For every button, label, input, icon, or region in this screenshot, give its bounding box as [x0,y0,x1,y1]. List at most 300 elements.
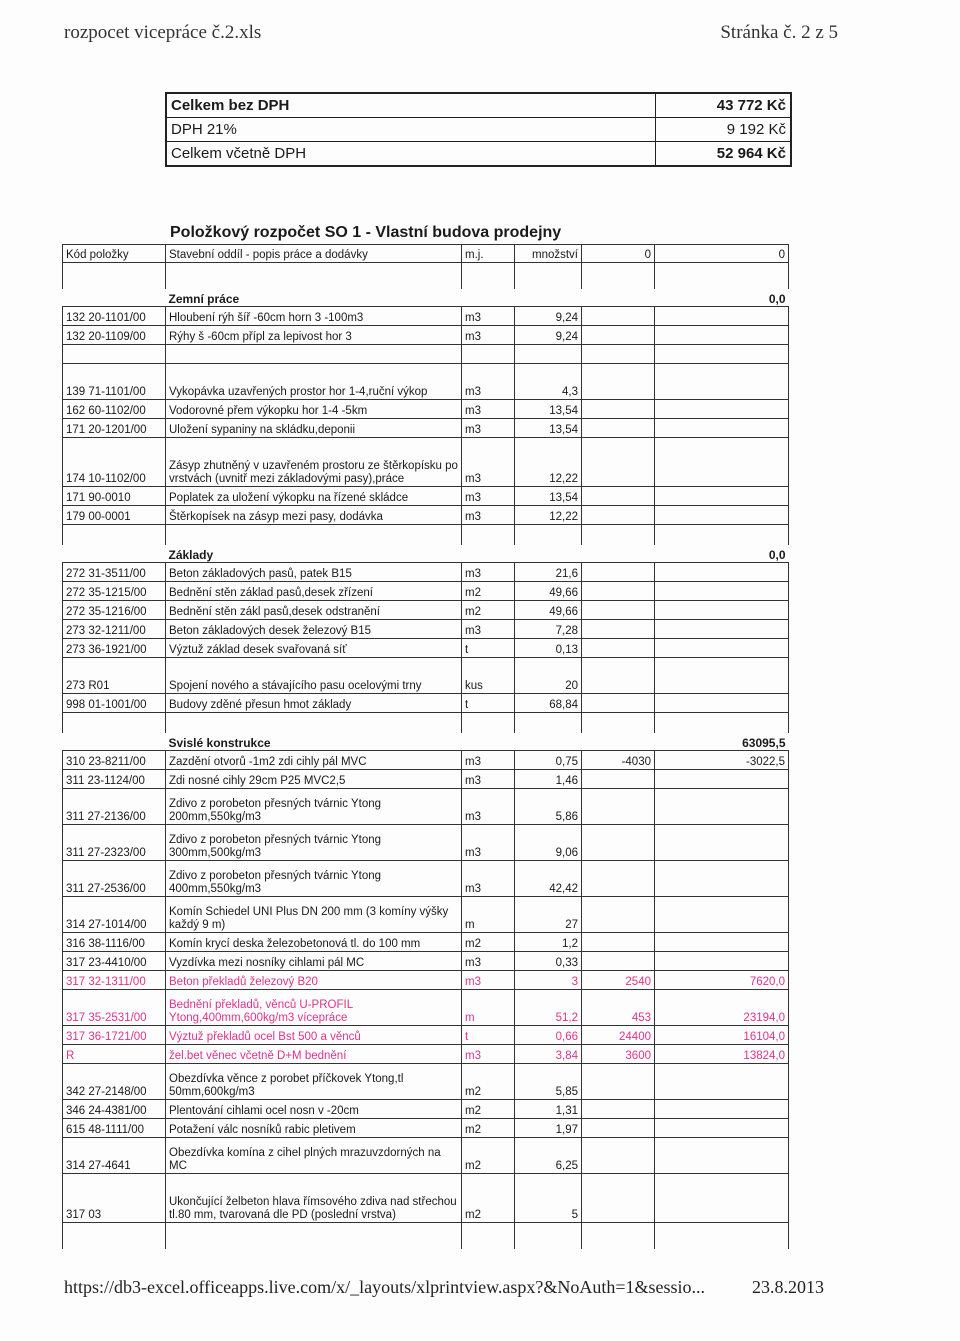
item-desc: Budovy zděné přesun hmot základy [166,694,462,713]
item-desc: Rýhy š -60cm přípl za lepivost hor 3 [166,326,462,345]
item-code: 311 23-1124/00 [63,770,166,789]
item-total [655,789,789,825]
item-code: R [63,1045,166,1064]
item-desc: Hloubení rýh šíř -60cm horn 3 -100m3 [166,307,462,326]
item-price [582,933,655,952]
item-qty: 1,31 [515,1100,582,1119]
section-header [63,733,789,751]
summary-value: 43 772 Kč [655,94,790,117]
spacer-cell [63,713,166,733]
spacer-cell [582,525,655,545]
item-qty: 21,6 [515,563,582,582]
item-price [582,861,655,897]
item-qty: 20 [515,658,582,694]
item-qty: 51,2 [515,990,582,1026]
item-desc: Beton překladů železový B20 [166,971,462,990]
table-row [63,897,789,933]
section-total: 63095,5 [655,733,789,751]
item-unit: m2 [462,1138,515,1174]
item-code: 346 24-4381/00 [63,1100,166,1119]
summary-label: Celkem včetně DPH [171,145,307,162]
item-unit: m2 [462,1119,515,1138]
section-spacer [582,733,655,751]
item-total [655,400,789,419]
spacer-cell [655,713,789,733]
item-unit: m3 [462,307,515,326]
table-row [63,658,789,694]
section-spacer [515,545,582,563]
item-code: 139 71-1101/00 [63,364,166,400]
item-unit: m3 [462,419,515,438]
item-desc: Zdivo z porobeton přesných tvárnic Ytong 200mm,550kg/m3 [166,789,462,825]
item-code: 314 27-4641 [63,1138,166,1174]
item-code: 317 35-2531/00 [63,990,166,1026]
summary-row-vat [167,118,790,142]
table-row [63,789,789,825]
item-code: 162 60-1102/00 [63,400,166,419]
item-desc: Bednění stěn zákl pasů,desek odstranění [166,601,462,620]
header-code: Kód položky [63,245,166,263]
item-price: 2540 [582,971,655,990]
item-price [582,639,655,658]
item-price [582,400,655,419]
item-qty: 0,13 [515,639,582,658]
item-unit: m3 [462,751,515,770]
table-row [63,1119,789,1138]
summary-value: 9 192 Kč [655,118,790,141]
item-total [655,861,789,897]
item-price [582,326,655,345]
item-qty: 0,66 [515,1026,582,1045]
item-unit: m [462,897,515,933]
item-desc: Vykopávka uzavřených prostor hor 1-4,ruční výkop [166,364,462,400]
item-qty: 3 [515,971,582,990]
item-code: 316 38-1116/00 [63,933,166,952]
item-total: 23194,0 [655,990,789,1026]
item-total [655,1100,789,1119]
item-desc: Uložení sypaniny na skládku,deponii [166,419,462,438]
summary-row-with-vat [167,142,790,165]
item-desc: Zásyp zhutněný v uzavřeném prostoru ze štěrkopísku po vrstvách (uvnitř mezi základovými pasy),práce [166,438,462,487]
item-total [655,364,789,400]
item-code: 310 23-8211/00 [63,751,166,770]
item-unit: m2 [462,601,515,620]
spacer-row [63,713,789,733]
table-row [63,770,789,789]
item-price [582,438,655,487]
header-unit: m.j. [462,245,515,263]
table-row [63,1026,789,1045]
table-row [63,345,789,364]
spacer-cell [582,263,655,289]
item-price [582,1138,655,1174]
item-code: 273 36-1921/00 [63,639,166,658]
table-row [63,933,789,952]
item-code: 171 20-1201/00 [63,419,166,438]
item-code: 314 27-1014/00 [63,897,166,933]
spacer-cell [462,525,515,545]
item-code: 317 32-1311/00 [63,971,166,990]
item-total [655,770,789,789]
item-price [582,897,655,933]
item-code: 317 03 [63,1174,166,1223]
spacer-cell [462,1223,515,1249]
item-price [582,952,655,971]
summary-row-total [167,94,790,118]
item-unit: m3 [462,952,515,971]
item-desc: Beton základových pasů, patek B15 [166,563,462,582]
item-code: 179 00-0001 [63,506,166,525]
item-unit: m3 [462,364,515,400]
item-total [655,487,789,506]
section-name: Základy [168,548,214,562]
spacer-row [63,263,789,289]
item-code: 272 35-1215/00 [63,582,166,601]
table-row [63,751,789,770]
item-desc: Poplatek za uložení výkopku na řízené skládce [166,487,462,506]
item-price [582,770,655,789]
item-price [582,364,655,400]
spacer-row [63,1223,789,1249]
item-qty: 68,84 [515,694,582,713]
item-unit [462,345,515,364]
section-spacer [582,545,655,563]
table-row [63,990,789,1026]
item-unit: t [462,639,515,658]
item-price [582,582,655,601]
summary-value: 52 964 Kč [655,142,790,165]
item-desc: Zdi nosné cihly 29cm P25 MVC2,5 [166,770,462,789]
table-row [63,1045,789,1064]
spacer-cell [462,263,515,289]
item-total: 13824,0 [655,1045,789,1064]
table-row [63,582,789,601]
item-price: 24400 [582,1026,655,1045]
item-unit: m3 [462,789,515,825]
item-qty: 5 [515,1174,582,1223]
item-unit: m3 [462,438,515,487]
item-desc: Spojení nového a stávajícího pasu ocelovými trny [166,658,462,694]
item-unit: t [462,1026,515,1045]
table-row [63,506,789,525]
item-desc: Obezdívka věnce z porobet příčkovek Ytong,tl 50mm,600kg/m3 [166,1064,462,1100]
item-total [655,897,789,933]
item-qty: 5,85 [515,1064,582,1100]
item-qty: 42,42 [515,861,582,897]
item-total [655,952,789,971]
table-row [63,400,789,419]
spacer-row [63,525,789,545]
item-unit: m3 [462,770,515,789]
spacer-cell [166,263,462,289]
table-row [63,364,789,400]
item-unit: m2 [462,1064,515,1100]
item-price [582,1064,655,1100]
table-header [63,245,789,263]
spacer-cell [166,1223,462,1249]
section-spacer [582,289,655,307]
item-price [582,825,655,861]
item-total [655,933,789,952]
table-row [63,563,789,582]
item-total [655,438,789,487]
item-price [582,1119,655,1138]
item-unit: m3 [462,400,515,419]
item-price [582,1100,655,1119]
table-row [63,639,789,658]
item-qty: 1,97 [515,1119,582,1138]
item-unit: m3 [462,506,515,525]
section-spacer [515,289,582,307]
item-qty: 12,22 [515,438,582,487]
item-code: 317 23-4410/00 [63,952,166,971]
item-total [655,1138,789,1174]
item-total [655,694,789,713]
item-qty [515,345,582,364]
item-unit: m [462,990,515,1026]
item-total [655,563,789,582]
section-name: Svislé konstrukce [168,736,271,750]
item-desc: Bednění překladů, věnců U-PROFIL Ytong,400mm,600kg/m3 vícepráce [166,990,462,1026]
spacer-cell [515,713,582,733]
footer-date: 23.8.2013 [752,1277,824,1297]
spacer-cell [63,1223,166,1249]
table-row [63,1138,789,1174]
section-spacer [63,733,166,751]
item-price [582,658,655,694]
item-code: 132 20-1101/00 [63,307,166,326]
section-spacer [515,733,582,751]
item-desc: Štěrkopísek na zásyp mezi pasy, dodávka [166,506,462,525]
item-price [582,419,655,438]
item-qty: 1,46 [515,770,582,789]
table-row [63,825,789,861]
spacer-cell [515,263,582,289]
item-code: 273 R01 [63,658,166,694]
table-row [63,1100,789,1119]
item-price [582,345,655,364]
header-qty: množství [515,245,582,263]
item-qty: 27 [515,897,582,933]
item-total [655,658,789,694]
spacer-cell [166,713,462,733]
item-total [655,620,789,639]
item-qty: 5,86 [515,789,582,825]
item-total [655,601,789,620]
table-row [63,307,789,326]
item-code: 171 90-0010 [63,487,166,506]
item-price [582,487,655,506]
item-desc: Beton základových desek železový B15 [166,620,462,639]
item-desc: žel.bet věnec včetně D+M bednění [166,1045,462,1064]
item-total [655,1119,789,1138]
item-total [655,1174,789,1223]
item-total [655,825,789,861]
header-total: 0 [655,245,789,263]
item-qty: 12,22 [515,506,582,525]
section-spacer [462,289,515,307]
section-name: Zemní práce [168,292,240,306]
spacer-cell [515,525,582,545]
item-qty: 13,54 [515,487,582,506]
summary-label: Celkem bez DPH [171,97,290,114]
item-code: 311 27-2323/00 [63,825,166,861]
item-code [63,345,166,364]
item-unit: m2 [462,1174,515,1223]
item-qty: 1,2 [515,933,582,952]
item-desc: Potažení válc nosníků rabic pletivem [166,1119,462,1138]
table-row [63,694,789,713]
item-qty: 0,33 [515,952,582,971]
item-code: 272 31-3511/00 [63,563,166,582]
page-number: Stránka č. 2 z 5 [720,22,838,43]
item-code: 998 01-1001/00 [63,694,166,713]
item-code: 311 27-2136/00 [63,789,166,825]
table-row [63,861,789,897]
item-unit: m3 [462,825,515,861]
spacer-cell [63,525,166,545]
item-total [655,582,789,601]
section-spacer [63,545,166,563]
item-total [655,639,789,658]
table-row [63,487,789,506]
section-total: 0,0 [655,289,789,307]
item-qty: 49,66 [515,582,582,601]
section-total: 0,0 [655,545,789,563]
item-code: 272 35-1216/00 [63,601,166,620]
item-total: -3022,5 [655,751,789,770]
budget-title: Položkový rozpočet SO 1 - Vlastní budova prodejny [170,224,562,241]
item-qty: 6,25 [515,1138,582,1174]
item-qty: 9,24 [515,326,582,345]
spacer-cell [655,1223,789,1249]
item-desc: Komín krycí deska železobetonová tl. do 100 mm [166,933,462,952]
item-price [582,620,655,639]
item-total [655,1064,789,1100]
item-price: 453 [582,990,655,1026]
item-code: 132 20-1109/00 [63,326,166,345]
item-desc: Komín Schiedel UNI Plus DN 200 mm (3 komíny výšky každý 9 m) [166,897,462,933]
spacer-cell [655,263,789,289]
item-desc: Zdivo z porobeton přesných tvárnic Ytong 300mm,500kg/m3 [166,825,462,861]
item-code: 311 27-2536/00 [63,861,166,897]
item-unit: m3 [462,1045,515,1064]
item-price [582,1174,655,1223]
item-unit: m3 [462,620,515,639]
item-unit: t [462,694,515,713]
item-total [655,326,789,345]
table-row [63,971,789,990]
item-total: 7620,0 [655,971,789,990]
table-row [63,952,789,971]
spacer-cell [166,525,462,545]
item-unit: m3 [462,971,515,990]
item-code: 342 27-2148/00 [63,1064,166,1100]
item-total: 16104,0 [655,1026,789,1045]
item-price [582,563,655,582]
item-qty: 0,75 [515,751,582,770]
table-row [63,1174,789,1223]
item-qty: 13,54 [515,419,582,438]
footer-url: https://db3-excel.officeapps.live.com/x/_layouts/xlprintview.aspx?&NoAuth=1&sessio... [64,1277,706,1297]
item-qty: 9,06 [515,825,582,861]
item-code: 174 10-1102/00 [63,438,166,487]
spacer-cell [582,1223,655,1249]
spacer-cell [582,713,655,733]
summary-box [165,92,792,167]
item-qty: 9,24 [515,307,582,326]
item-qty: 7,28 [515,620,582,639]
item-qty: 4,3 [515,364,582,400]
item-unit: m2 [462,1100,515,1119]
item-desc: Výztuž základ desek svařovaná síť [166,639,462,658]
item-unit: m3 [462,487,515,506]
item-price [582,789,655,825]
table-row [63,601,789,620]
item-qty: 49,66 [515,601,582,620]
item-code: 615 48-1111/00 [63,1119,166,1138]
item-price [582,694,655,713]
item-total [655,506,789,525]
item-total [655,345,789,364]
spacer-cell [462,713,515,733]
item-unit: m3 [462,563,515,582]
table-row [63,438,789,487]
section-header [63,289,789,307]
item-unit: m2 [462,582,515,601]
item-unit: m2 [462,933,515,952]
table-row [63,620,789,639]
item-unit: m3 [462,326,515,345]
item-desc: Výztuž překladů ocel Bst 500 a věnců [166,1026,462,1045]
item-qty: 3,84 [515,1045,582,1064]
spacer-cell [515,1223,582,1249]
item-price [582,307,655,326]
item-unit: kus [462,658,515,694]
section-header [63,545,789,563]
header-price: 0 [582,245,655,263]
item-desc: Zdivo z porobeton přesných tvárnic Ytong 400mm,550kg/m3 [166,861,462,897]
budget-table [62,244,789,1249]
table-row [63,1064,789,1100]
section-spacer [462,545,515,563]
item-price [582,506,655,525]
item-qty: 13,54 [515,400,582,419]
item-code: 273 32-1211/00 [63,620,166,639]
item-desc: Ukončující želbeton hlava římsového zdiva nad střechou tl.80 mm, tvarovaná dle PD (poslední vrstva) [166,1174,462,1223]
section-spacer [63,289,166,307]
file-name: rozpocet vicepráce č.2.xls [64,22,262,43]
spacer-cell [63,263,166,289]
item-desc: Obezdívka komína z cihel plných mrazuvzdorných na MC [166,1138,462,1174]
table-row [63,326,789,345]
table-row [63,419,789,438]
item-desc [166,345,462,364]
item-desc: Vyzdívka mezi nosníky cihlami pál MC [166,952,462,971]
item-desc: Plentování cihlami ocel nosn v -20cm [166,1100,462,1119]
spacer-cell [655,525,789,545]
item-price: -4030 [582,751,655,770]
item-total [655,307,789,326]
item-desc: Vodorovné přem výkopku hor 1-4 -5km [166,400,462,419]
section-spacer [462,733,515,751]
item-desc: Zazdění otvorů -1m2 zdi cihly pál MVC [166,751,462,770]
item-total [655,419,789,438]
summary-label: DPH 21% [171,121,237,138]
item-unit: m3 [462,861,515,897]
item-desc: Bednění stěn základ pasů,desek zřízení [166,582,462,601]
item-code: 317 36-1721/00 [63,1026,166,1045]
